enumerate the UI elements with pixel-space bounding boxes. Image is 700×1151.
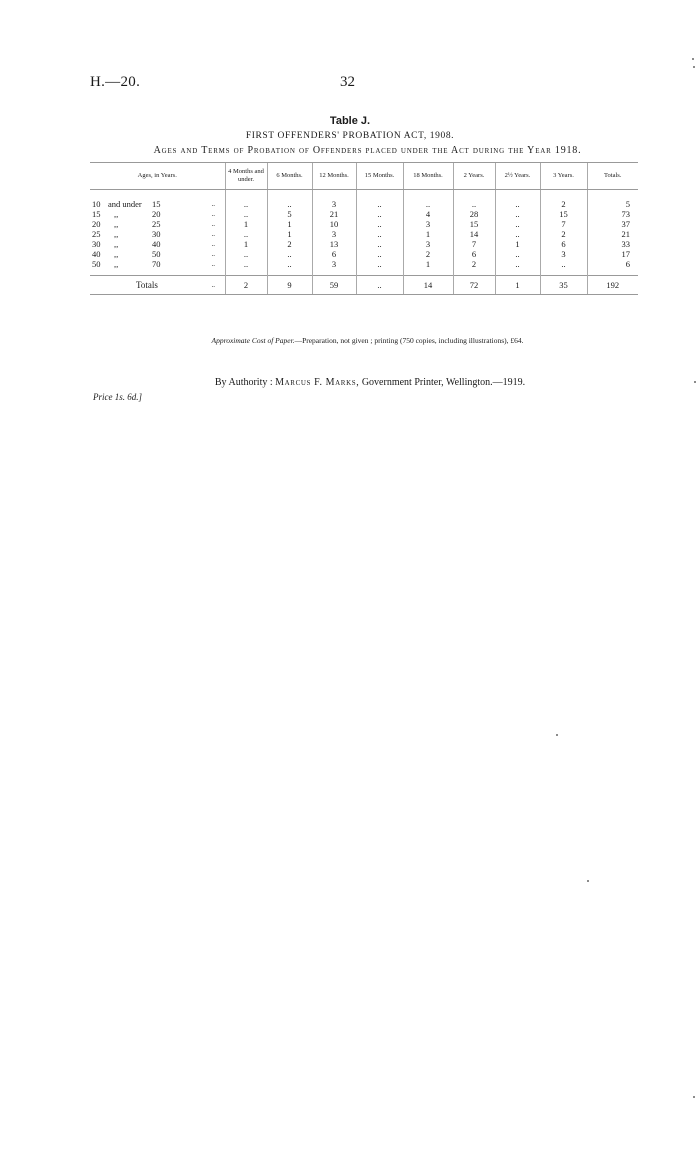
printer-name: Marcus F. Marks, xyxy=(275,377,360,388)
age-separator: ,, xyxy=(114,259,119,269)
table-cell: 1 xyxy=(403,259,453,269)
table-cell: 5 xyxy=(587,199,638,209)
page-number: 32 xyxy=(340,74,355,90)
leader-dots: .. xyxy=(211,200,215,208)
table-cell: .. xyxy=(225,199,267,209)
table-row xyxy=(90,209,638,219)
table-cell: .. xyxy=(225,249,267,259)
scan-speck xyxy=(694,381,696,383)
table-cell: 6 xyxy=(540,239,587,249)
table-body xyxy=(90,190,638,295)
table-row xyxy=(90,229,638,239)
column-header-4-months: 4 Months and under. xyxy=(225,163,267,190)
age-to: 50 xyxy=(152,249,161,259)
table-subtitle: Ages and Terms of Probation of Offenders placed under the Act during the Year 1918. xyxy=(153,145,582,156)
column-header-2-years: 2 Years. xyxy=(453,163,495,190)
scan-speck xyxy=(692,58,694,60)
table-cell: 1 xyxy=(267,219,312,229)
column-header-ages: Ages, in Years. xyxy=(90,163,225,190)
table-row xyxy=(90,219,638,229)
age-separator: ,, xyxy=(114,229,119,239)
table-cell: 37 xyxy=(587,219,638,229)
table-cell: .. xyxy=(356,259,403,269)
totals-cell: 9 xyxy=(267,276,312,295)
age-range-cell xyxy=(90,219,202,229)
table-cell: .. xyxy=(356,229,403,239)
table-cell: 21 xyxy=(587,229,638,239)
act-title: FIRST OFFENDERS' PROBATION ACT, 1908. xyxy=(245,131,455,141)
table-cell: .. xyxy=(495,229,540,239)
table-cell: 10 xyxy=(312,219,356,229)
table-cell: .. xyxy=(356,239,403,249)
age-separator: ,, xyxy=(114,239,119,249)
table-cell: .. xyxy=(495,249,540,259)
table-cell: 1 xyxy=(225,219,267,229)
table-cell: 15 xyxy=(540,209,587,219)
leader-dots: .. xyxy=(211,240,215,248)
age-from: 40 xyxy=(92,249,101,259)
totals-cell: 14 xyxy=(403,276,453,295)
probation-table xyxy=(90,162,638,295)
table-cell: 3 xyxy=(312,199,356,209)
table-cell: 5 xyxy=(267,209,312,219)
table-row xyxy=(90,199,638,209)
table-cell: .. xyxy=(495,199,540,209)
age-to: 40 xyxy=(152,239,161,249)
column-header-3-years: 3 Years. xyxy=(540,163,587,190)
leader-dots: .. xyxy=(211,210,215,218)
age-from: 20 xyxy=(92,219,101,229)
column-header-12-months: 12 Months. xyxy=(312,163,356,190)
table-cell: 2 xyxy=(267,239,312,249)
table-cell: 6 xyxy=(312,249,356,259)
age-separator: ,, xyxy=(114,219,119,229)
age-to: 70 xyxy=(152,259,161,269)
cost-note-text: —Preparation, not given ; printing (750 copies, including illustrations), £64. xyxy=(294,336,524,345)
table-cell: .. xyxy=(356,249,403,259)
table-cell: .. xyxy=(356,199,403,209)
totals-cell: 59 xyxy=(312,276,356,295)
age-range-cell xyxy=(90,259,202,269)
table-cell: 7 xyxy=(453,239,495,249)
table-cell: 2 xyxy=(403,249,453,259)
table-cell: 17 xyxy=(587,249,638,259)
table-cell: .. xyxy=(267,249,312,259)
table-cell: .. xyxy=(267,259,312,269)
age-range-cell xyxy=(90,249,202,259)
authority-suffix: Government Printer, Wellington.—1919. xyxy=(361,377,526,388)
price: Price 1s. 6d.] xyxy=(93,392,142,402)
leader-dots: .. xyxy=(211,250,215,258)
table-cell: 33 xyxy=(587,239,638,249)
authority-prefix: By Authority : xyxy=(214,377,273,388)
scan-speck xyxy=(693,66,695,68)
table-cell: .. xyxy=(495,209,540,219)
age-separator: and under xyxy=(108,199,142,209)
table-cell: 73 xyxy=(587,209,638,219)
table-cell: 1 xyxy=(225,239,267,249)
table-cell: 3 xyxy=(312,259,356,269)
table-row xyxy=(90,249,638,259)
age-from: 25 xyxy=(92,229,101,239)
table-cell: 3 xyxy=(312,229,356,239)
table-cell: 2 xyxy=(540,229,587,239)
age-to: 25 xyxy=(152,219,161,229)
table-header-row xyxy=(90,163,638,190)
table-cell: 2 xyxy=(540,199,587,209)
age-from: 30 xyxy=(92,239,101,249)
age-separator: ,, xyxy=(114,249,119,259)
table-cell: 3 xyxy=(403,219,453,229)
leader-dots: .. xyxy=(211,220,215,228)
age-separator: ,, xyxy=(114,209,119,219)
totals-row xyxy=(90,276,638,295)
table-cell: 13 xyxy=(312,239,356,249)
table-cell: .. xyxy=(225,259,267,269)
table-cell: 1 xyxy=(495,239,540,249)
scan-speck xyxy=(693,1096,695,1098)
age-range-cell xyxy=(90,209,202,219)
cost-of-paper-note xyxy=(0,336,700,345)
totals-cell: 1 xyxy=(495,276,540,295)
table-cell: 28 xyxy=(453,209,495,219)
table-cell: 21 xyxy=(312,209,356,219)
table-cell: 3 xyxy=(403,239,453,249)
table-cell: .. xyxy=(225,229,267,239)
totals-cell: 192 xyxy=(587,276,638,295)
age-from: 15 xyxy=(92,209,101,219)
column-header-18-months: 18 Months. xyxy=(403,163,453,190)
table-cell: 3 xyxy=(540,249,587,259)
column-header-totals: Totals. xyxy=(587,163,638,190)
table-row xyxy=(90,239,638,249)
age-range-cell xyxy=(90,199,202,209)
page-header xyxy=(90,74,630,96)
age-to: 20 xyxy=(152,209,161,219)
parliamentary-paper-code: H.—20. xyxy=(90,74,141,90)
age-to: 30 xyxy=(152,229,161,239)
table-cell: 15 xyxy=(453,219,495,229)
cost-note-label: Approximate Cost of Paper. xyxy=(211,336,295,345)
column-header-2-half-years: 2½ Years. xyxy=(495,163,540,190)
table-cell: 1 xyxy=(403,229,453,239)
authority-line xyxy=(0,377,700,388)
table-cell: 6 xyxy=(453,249,495,259)
column-header-15-months: 15 Months. xyxy=(356,163,403,190)
table-cell: .. xyxy=(403,199,453,209)
table-cell: .. xyxy=(356,209,403,219)
table-cell: .. xyxy=(540,259,587,269)
column-header-6-months: 6 Months. xyxy=(267,163,312,190)
table-cell: .. xyxy=(453,199,495,209)
table-cell: .. xyxy=(267,199,312,209)
totals-cell: 72 xyxy=(453,276,495,295)
table-cell: 4 xyxy=(403,209,453,219)
totals-label: Totals xyxy=(90,276,202,295)
table-cell: .. xyxy=(225,209,267,219)
age-from: 50 xyxy=(92,259,101,269)
table-cell: 14 xyxy=(453,229,495,239)
table-cell: 2 xyxy=(453,259,495,269)
leader-dots: .. xyxy=(211,260,215,268)
table-cell: .. xyxy=(495,219,540,229)
scan-speck xyxy=(556,734,558,736)
table-cell: .. xyxy=(356,219,403,229)
table-cell: 1 xyxy=(267,229,312,239)
table-cell: 6 xyxy=(587,259,638,269)
age-to: 15 xyxy=(152,199,161,209)
leader-dots: .. xyxy=(211,230,215,238)
totals-cell: .. xyxy=(356,276,403,295)
totals-cell: 35 xyxy=(540,276,587,295)
leader-dots: .. xyxy=(202,276,225,295)
age-from: 10 xyxy=(92,199,101,209)
age-range-cell xyxy=(90,229,202,239)
table-cell: 7 xyxy=(540,219,587,229)
table-cell: .. xyxy=(495,259,540,269)
age-range-cell xyxy=(90,239,202,249)
table-title: Table J. xyxy=(329,115,371,127)
scan-speck xyxy=(587,880,589,882)
totals-cell: 2 xyxy=(225,276,267,295)
table-row xyxy=(90,259,638,269)
